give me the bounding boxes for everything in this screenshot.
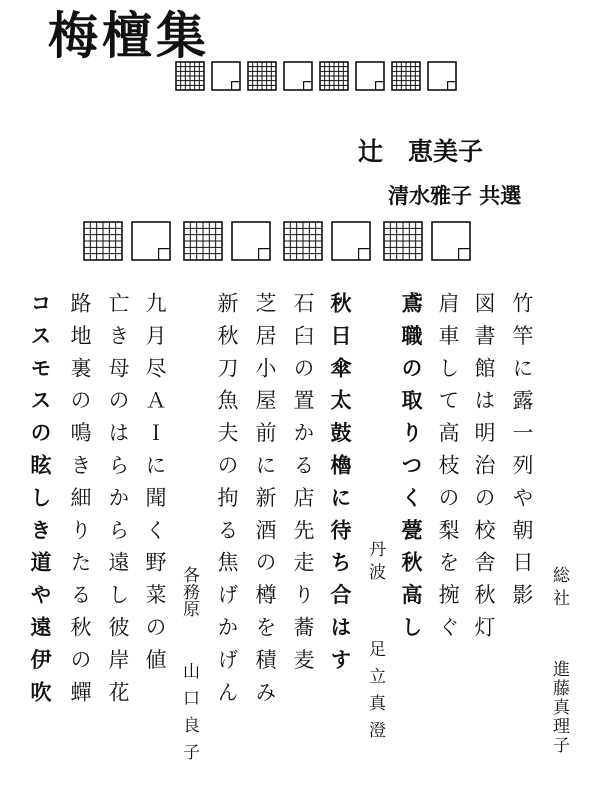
grid-square — [284, 222, 322, 260]
grid-square — [320, 62, 348, 90]
haiku-1-3: 肩車して高枝の梨を捥ぐ — [436, 292, 460, 649]
author-3-name: 山口良子 — [179, 662, 199, 770]
co-selector-name: 清水雅子 共選 — [388, 184, 522, 208]
grid-square — [384, 222, 422, 260]
haiku-2-2: 石臼の置かる店先走り蕎麦 — [291, 292, 315, 681]
top-decorative-motif — [176, 62, 456, 90]
corner-square — [432, 222, 470, 260]
haiku-3-4: コスモスの眩しき道や遠伊吹 — [28, 292, 52, 714]
corner-square — [212, 62, 240, 90]
middle-decorative-motif — [84, 222, 470, 260]
author-3-region: 各務原 — [179, 566, 199, 617]
author-2-region: 丹波 — [365, 540, 385, 586]
haiku-2-1: 秋日傘太鼓櫓に待ち合はす — [328, 292, 352, 681]
haiku-1-1: 竹竿に露一列や朝日影 — [510, 292, 534, 616]
haiku-1-4: 鳶職の取りつく甍秋高し — [399, 292, 423, 649]
grid-square — [392, 62, 420, 90]
corner-square — [284, 62, 312, 90]
corner-square — [428, 62, 456, 90]
grid-square — [184, 222, 222, 260]
author-1-name: 進藤真理子 — [549, 660, 569, 755]
corner-square — [232, 222, 270, 260]
haiku-1-2: 図書館は明治の校舎秋灯 — [472, 292, 496, 649]
selector-name: 辻 恵美子 — [358, 137, 484, 166]
corner-square — [332, 222, 370, 260]
grid-square — [248, 62, 276, 90]
haiku-3-2: 亡き母のはらから遠し彼岸花 — [106, 292, 130, 714]
page-title: 梅檀集 — [48, 7, 210, 65]
corner-square — [132, 222, 170, 260]
haiku-3-3: 路地裏の鳴き細りたる秋の蟬 — [68, 292, 92, 714]
author-2-name: 足立真澄 — [365, 640, 385, 748]
author-1-region: 総社 — [549, 566, 569, 612]
grid-square — [176, 62, 204, 90]
corner-square — [356, 62, 384, 90]
grid-square — [84, 222, 122, 260]
haiku-2-3: 芝居小屋前に新酒の樽を積み — [253, 292, 277, 714]
haiku-3-1: 九月尽ＡＩに聞く野菜の値 — [143, 292, 167, 681]
haiku-2-4: 新秋刀魚夫の拘る焦げかげん — [215, 292, 239, 714]
